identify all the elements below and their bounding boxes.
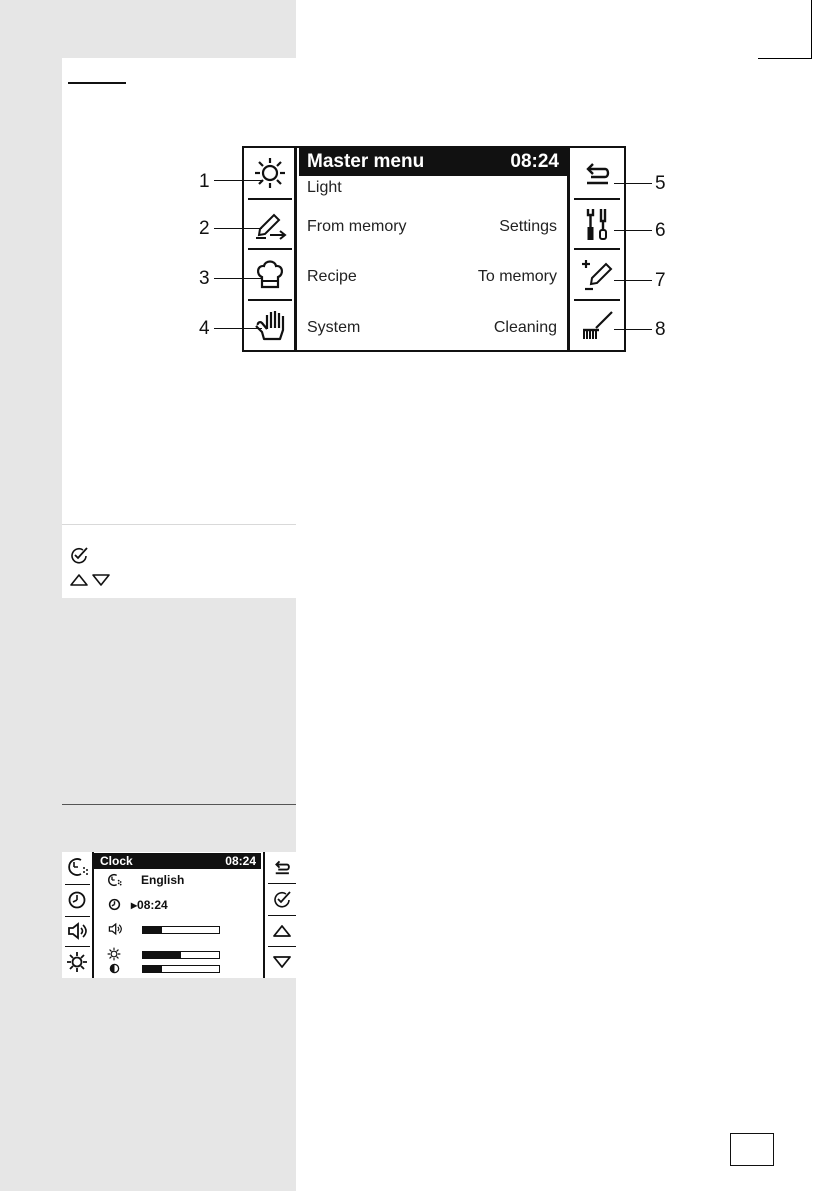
system-button[interactable] <box>244 300 296 350</box>
right-button-column <box>263 852 298 978</box>
crop-mark <box>758 58 812 59</box>
language-button[interactable] <box>62 852 92 882</box>
menu-item-to-memory[interactable]: To memory <box>477 268 557 285</box>
back-button[interactable] <box>265 852 298 882</box>
speaker-icon <box>66 921 88 941</box>
brush-icon <box>579 308 615 342</box>
callout-number: 4 <box>199 318 210 339</box>
callout-line <box>614 230 652 231</box>
left-button-column <box>244 148 296 350</box>
display-header <box>94 853 261 869</box>
confirm-button[interactable] <box>265 884 298 914</box>
save-to-memory-icon <box>579 256 615 292</box>
up-triangle-icon <box>69 572 89 588</box>
hand-icon <box>252 308 288 342</box>
menu-item-from-memory[interactable]: From memory <box>307 218 407 235</box>
menu-item-settings[interactable]: Settings <box>499 218 557 235</box>
menu-item-recipe[interactable]: Recipe <box>307 268 357 285</box>
callout-number: 1 <box>199 171 210 192</box>
brightness-icon <box>107 947 121 961</box>
settings-button[interactable] <box>570 199 624 249</box>
right-button-column <box>570 148 624 350</box>
menu-item-system[interactable]: System <box>307 319 361 336</box>
down-button[interactable] <box>265 947 298 977</box>
language-clock-icon <box>65 856 89 878</box>
confirm-check-icon <box>69 546 89 564</box>
master-menu-display <box>242 146 626 352</box>
chef-hat-icon <box>253 257 287 291</box>
clock-button[interactable] <box>62 885 92 915</box>
tools-icon <box>581 206 613 242</box>
display-header <box>299 148 567 176</box>
callout-number: 6 <box>655 220 666 241</box>
menu-item-cleaning[interactable]: Cleaning <box>493 319 557 336</box>
language-value[interactable]: English <box>141 873 185 887</box>
down-triangle-icon <box>271 954 293 970</box>
back-button[interactable] <box>570 148 624 198</box>
volume-level-bar[interactable] <box>142 926 220 934</box>
recipe-button[interactable] <box>244 249 296 299</box>
brightness-icon <box>66 951 88 973</box>
section-divider-dark <box>62 804 296 805</box>
cleaning-button[interactable] <box>570 300 624 350</box>
callout-line <box>614 329 652 330</box>
confirm-check-icon <box>272 890 292 908</box>
up-triangle-icon <box>271 923 293 939</box>
to-memory-button[interactable] <box>570 249 624 299</box>
callout-line <box>214 228 262 229</box>
callout-line <box>214 278 262 279</box>
volume-level-fill <box>143 927 162 933</box>
header-clock: 08:24 <box>510 151 559 172</box>
contrast-icon <box>109 963 120 974</box>
clock-settings-display <box>62 852 296 978</box>
callout-line <box>214 180 262 181</box>
clock-icon <box>67 890 87 910</box>
light-button[interactable] <box>244 148 296 198</box>
menu-title: Master menu <box>307 151 425 172</box>
from-memory-button[interactable] <box>244 199 296 249</box>
display-border <box>294 148 297 350</box>
time-value[interactable]: ▸08:24 <box>131 898 168 912</box>
callout-line <box>614 280 652 281</box>
back-arrow-icon <box>581 158 613 188</box>
header-clock: 08:24 <box>225 854 256 868</box>
callout-number: 5 <box>655 173 666 194</box>
left-button-column <box>62 852 94 978</box>
clock-title: Clock <box>100 854 133 868</box>
language-clock-icon <box>106 872 122 888</box>
brightness-level-fill <box>143 952 181 958</box>
callout-number: 2 <box>199 218 210 239</box>
section-divider <box>62 524 296 525</box>
crop-mark <box>811 0 812 58</box>
clock-icon <box>108 898 121 911</box>
callout-number: 8 <box>655 319 666 340</box>
callout-number: 3 <box>199 268 210 289</box>
callout-line <box>214 328 262 329</box>
menu-item-light[interactable]: Light <box>307 179 342 196</box>
speaker-icon <box>107 922 123 936</box>
up-button[interactable] <box>265 916 298 946</box>
page-number-box <box>730 1133 774 1166</box>
brightness-button[interactable] <box>62 947 92 977</box>
heading-underline <box>68 82 126 84</box>
edit-from-memory-icon <box>252 207 288 241</box>
contrast-level-fill <box>143 966 162 972</box>
volume-button[interactable] <box>62 916 92 946</box>
callout-number: 7 <box>655 270 666 291</box>
light-bulb-icon <box>253 156 287 190</box>
back-arrow-icon <box>272 857 292 877</box>
down-triangle-icon <box>91 572 111 588</box>
callout-line <box>614 183 652 184</box>
brightness-level-bar[interactable] <box>142 951 220 959</box>
contrast-level-bar[interactable] <box>142 965 220 973</box>
